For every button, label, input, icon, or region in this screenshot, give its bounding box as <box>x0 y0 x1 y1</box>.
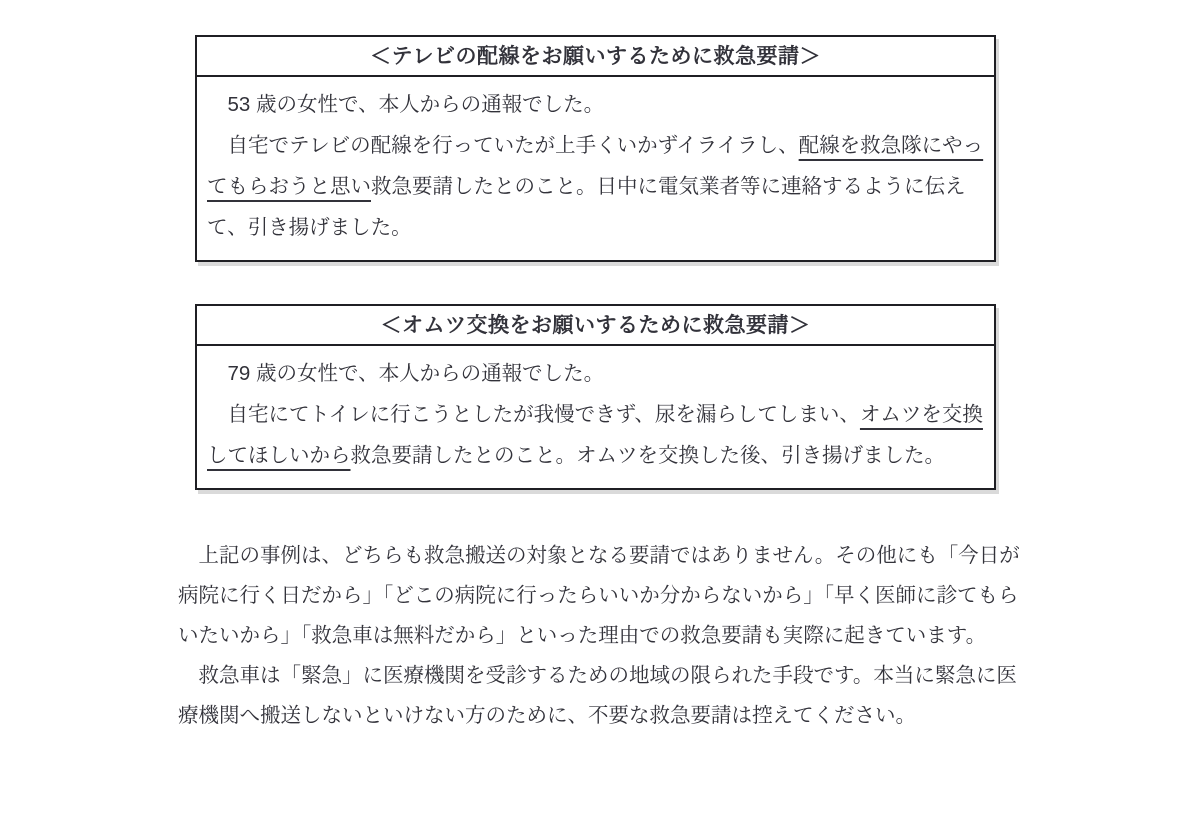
case1-detail-underlined: 配線を救急隊にやってもらおうと思い <box>207 134 984 198</box>
case2-detail-pre: 自宅にてトイレに行こうとしたが我慢できず、尿を漏らしてしまい、 <box>227 403 860 426</box>
case2-detail-paragraph <box>207 394 984 476</box>
case2-detail-underlined: オムツを交換してほしいから <box>207 403 983 467</box>
case1-detail-pre: 自宅でテレビの配線を行っていたが上手くいかずイライラし、 <box>227 134 799 157</box>
case2-report-line: 79 歳の女性で、本人からの通報でした。 <box>227 362 605 385</box>
case-box-tv-wiring <box>195 35 996 262</box>
closing-paragraph-appeal: 救急車は「緊急」に医療機関を受診するための地域の限られた手段です。本当に緊急に医療機関へ搬送しないといけない方のために、不要な救急要請は控えてください。 <box>178 664 1017 727</box>
closing-paragraph-examples: 上記の事例は、どちらも救急搬送の対象となる要請ではありません。その他にも「今日が病院に行く日だから」「どこの病院に行ったらいいか分からないから」「早く医師に診てもらいたいから」「救急車は無料だから」といった理由での救急要請も実際に起きています。 <box>178 544 1020 647</box>
case-body-diaper-change <box>197 346 994 488</box>
case1-detail-post: 救急要請したとのこと。日中に電気業者等に連絡するように伝えて、引き揚げました。 <box>207 175 966 239</box>
case-title-tv-wiring: ＜テレビの配線をお願いするために救急要請＞ <box>197 37 994 77</box>
case-body-tv-wiring <box>197 77 994 260</box>
closing-commentary <box>178 536 1030 736</box>
document-page <box>0 35 1199 736</box>
case1-report-line: 53 歳の女性で、本人からの通報でした。 <box>227 93 605 116</box>
case1-detail-paragraph <box>207 125 984 248</box>
case2-detail-post: 救急要請したとのこと。オムツを交換した後、引き揚げました。 <box>350 444 945 467</box>
case-title-diaper-change: ＜オムツ交換をお願いするために救急要請＞ <box>197 306 994 346</box>
case-box-diaper-change <box>195 304 996 490</box>
